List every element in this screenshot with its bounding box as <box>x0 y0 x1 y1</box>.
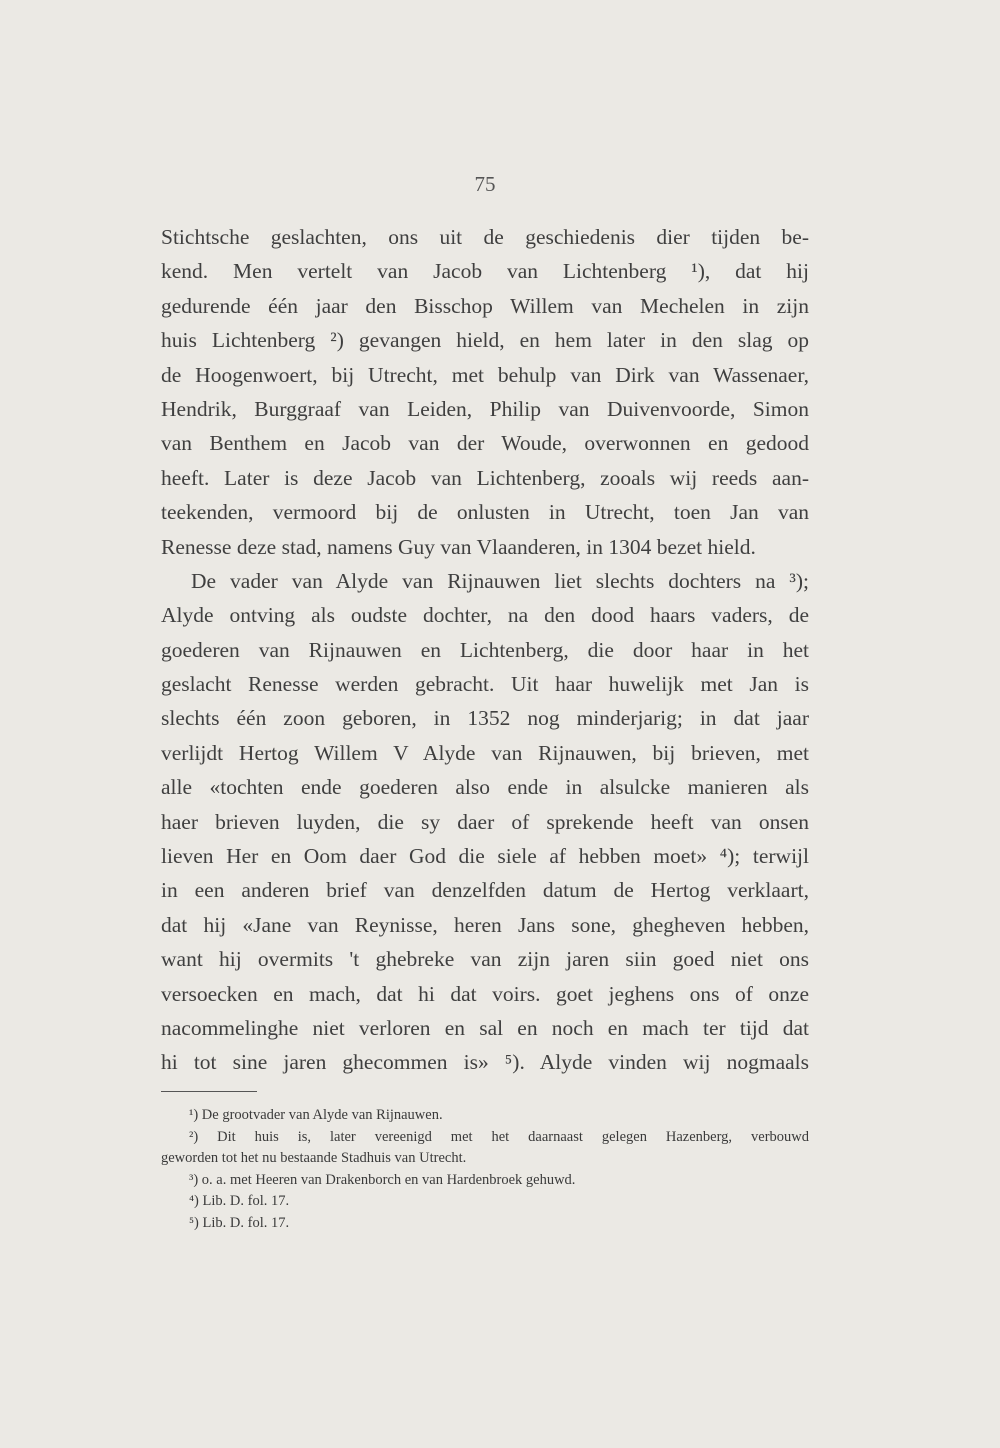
body-line: teekenden, vermoord bij de onlusten in Utrecht, toen Jan van <box>161 500 809 525</box>
body-line: nacommelinghe niet verloren en sal en noch en mach ter tijd dat <box>161 1015 809 1040</box>
body-line: Hendrik, Burggraaf van Leiden, Philip van Duivenvoorde, Simon <box>161 396 809 421</box>
footnote: ⁵) Lib. D. fol. 17. <box>189 1214 290 1231</box>
body-line: Stichtsche geslachten, ons uit de geschiedenis dier tijden be- <box>161 225 809 249</box>
body-line: huis Lichtenberg ²) gevangen hield, en hem later in den slag op <box>161 328 809 353</box>
body-line: Alyde ontving als oudste dochter, na den dood haars vaders, de <box>161 603 809 628</box>
body-line: goederen van Rijnauwen en Lichtenberg, die door haar in het <box>161 637 809 662</box>
footnote: ¹) De grootvader van Alyde van Rijnauwen. <box>189 1107 443 1123</box>
body-line: want hij overmits 't ghebreke van zijn jaren siin goed niet ons <box>161 947 809 972</box>
body-line: gedurende één jaar den Bisschop Willem van Mechelen in zijn <box>161 293 809 318</box>
body-line: van Benthem en Jacob van der Woude, overwonnen en gedood <box>161 431 809 456</box>
footnote-divider <box>161 1091 257 1092</box>
footnote: ³) o. a. met Heeren van Drakenborch en van Hardenbroek gehuwd. <box>189 1171 576 1188</box>
footnote: ⁴) Lib. D. fol. 17. <box>189 1193 290 1209</box>
body-line: heeft. Later is deze Jacob van Lichtenberg, zooals wij reeds aan- <box>161 465 809 490</box>
footnote-continuation: geworden tot het nu bestaande Stadhuis van Utrecht. <box>161 1150 467 1166</box>
page-number: 75 <box>474 172 496 196</box>
body-line: versoecken en mach, dat hi dat voirs. goet jeghens ons of onze <box>161 981 809 1006</box>
body-line: verlijdt Hertog Willem V Alyde van Rijnauwen, bij brieven, met <box>161 740 809 765</box>
body-line: Renesse deze stad, namens Guy van Vlaanderen, in 1304 bezet hield. <box>161 534 756 559</box>
body-line: kend. Men vertelt van Jacob van Lichtenberg ¹), dat hij <box>161 259 809 284</box>
footnotes <box>161 1105 809 1234</box>
body-line: alle «tochten ende goederen also ende in alsulcke manieren als <box>161 775 809 800</box>
body-line: hi tot sine jaren ghecommen is» ⁵). Alyde vinden wij nogmaals <box>161 1050 809 1075</box>
body-line: dat hij «Jane van Reynisse, heren Jans sone, ghegheven hebben, <box>161 912 809 937</box>
body-line: in een anderen brief van denzelfden datum de Hertog verklaart, <box>161 878 809 903</box>
body-line: De vader van Alyde van Rijnauwen liet slechts dochters na ³); <box>191 568 809 593</box>
body-line: haer brieven luyden, die sy daer of sprekende heeft van onsen <box>161 809 809 834</box>
body-text <box>161 220 809 1080</box>
body-line: lieven Her en Oom daer God die siele af hebben moet» ⁴); terwijl <box>161 844 809 869</box>
body-line: de Hoogenwoert, bij Utrecht, met behulp van Dirk van Wassenaer, <box>161 362 809 387</box>
body-line: geslacht Renesse werden gebracht. Uit haar huwelijk met Jan is <box>161 672 809 697</box>
body-line: slechts één zoon geboren, in 1352 nog minderjarig; in dat jaar <box>161 706 809 731</box>
footnote: ²) Dit huis is, later vereenigd met het daarnaast gelegen Hazenberg, verbouwd <box>189 1128 809 1145</box>
